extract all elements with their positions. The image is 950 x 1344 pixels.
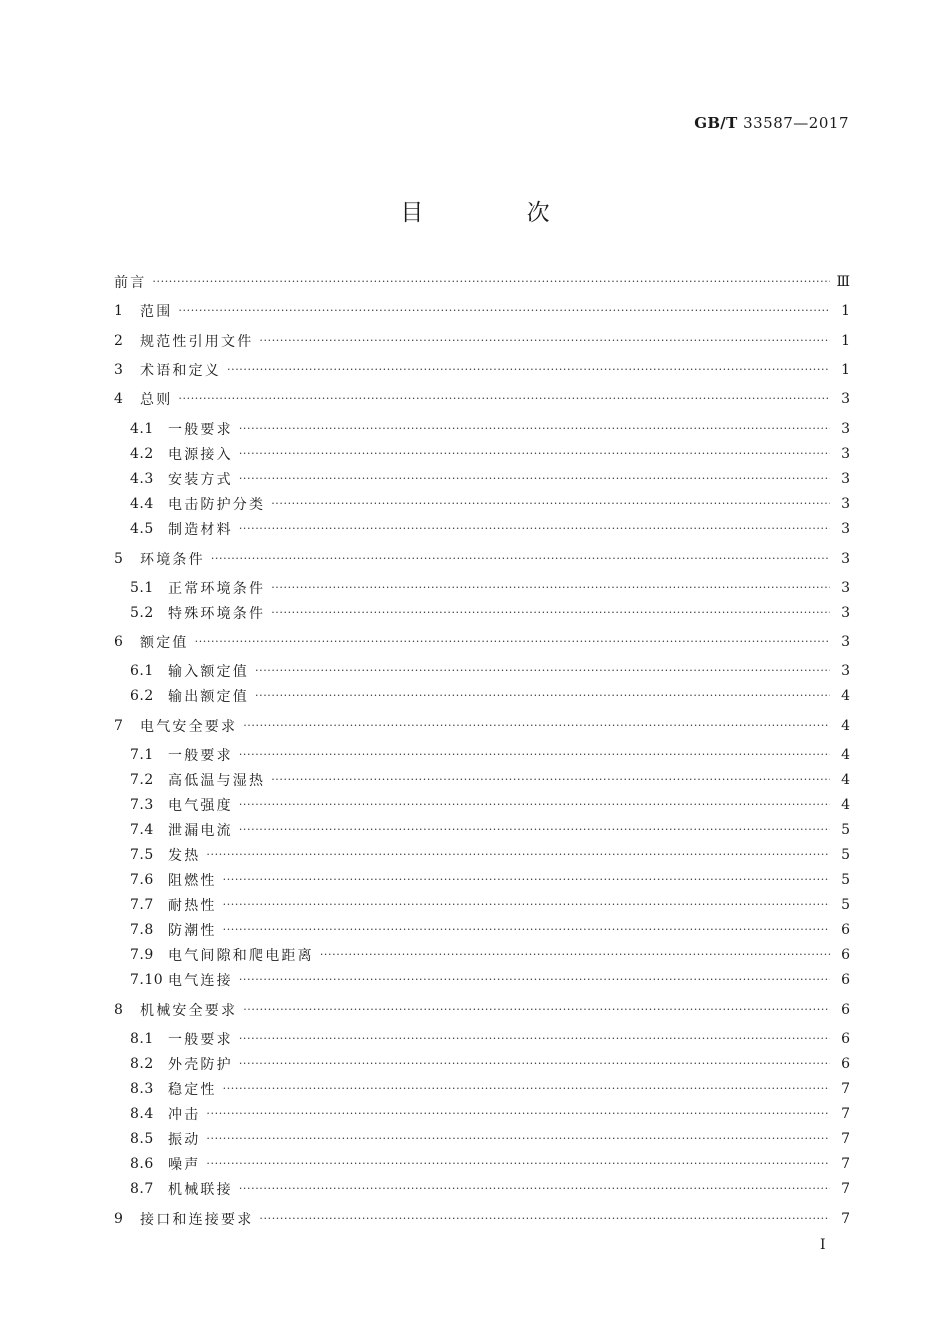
toc-entry-number: 8.7 (130, 1181, 154, 1197)
toc-entry[interactable] (114, 518, 850, 540)
toc-dot-leader (271, 602, 830, 624)
toc-entry-page: 3 (841, 421, 850, 437)
toc-dot-leader (227, 359, 830, 381)
toc-entry-title: 电源接入 (168, 447, 233, 463)
toc-entry[interactable] (114, 443, 850, 465)
toc-entry[interactable] (114, 919, 850, 941)
toc-entry-title: 范围 (140, 304, 173, 320)
toc-entry[interactable] (114, 999, 850, 1021)
toc-entry[interactable] (114, 715, 850, 737)
toc-entry-title: 稳定性 (168, 1082, 217, 1098)
toc-entry-page: 6 (841, 947, 850, 963)
toc-dot-leader (271, 577, 830, 599)
toc-entry-number: 1 (114, 303, 124, 319)
toc-entry[interactable] (114, 744, 850, 766)
toc-entry[interactable] (114, 1053, 850, 1075)
toc-entry-page: 5 (841, 872, 850, 888)
toc-dot-leader (255, 660, 830, 682)
toc-dot-leader (243, 715, 830, 737)
toc-entry-page: 6 (841, 972, 850, 988)
toc-entry-title: 泄漏电流 (168, 823, 233, 839)
toc-dot-leader (239, 1028, 830, 1050)
toc-entry-page: 3 (841, 663, 850, 679)
toc-dot-leader (239, 744, 830, 766)
toc-entry-title: 阻燃性 (168, 873, 217, 889)
toc-entry-title: 规范性引用文件 (140, 334, 254, 350)
toc-dot-leader (223, 919, 830, 941)
toc-entry-page: 7 (841, 1131, 850, 1147)
toc-entry-page: 7 (841, 1181, 850, 1197)
standard-prefix: GB/T (694, 114, 738, 132)
toc-entry-number: 4.4 (130, 496, 154, 512)
toc-entry-page: 3 (841, 551, 850, 567)
toc-dot-leader (152, 271, 830, 293)
toc-dot-leader (239, 518, 830, 540)
toc-dot-leader (206, 844, 830, 866)
toc-entry-number: 7 (114, 718, 124, 734)
toc-entry-number: 4 (114, 391, 124, 407)
toc-entry-title: 制造材料 (168, 522, 233, 538)
toc-dot-leader (206, 1128, 830, 1150)
toc-entry-page: 4 (841, 797, 850, 813)
toc-entry[interactable] (114, 330, 850, 352)
toc-entry-number: 7.3 (130, 797, 154, 813)
toc-entry-title: 耐热性 (168, 898, 217, 914)
toc-entry[interactable] (114, 1128, 850, 1150)
toc-entry[interactable] (114, 819, 850, 841)
toc-dot-leader (211, 548, 830, 570)
toc-entry-number: 3 (114, 362, 124, 378)
toc-entry-page: 3 (841, 580, 850, 596)
toc-dot-leader (255, 685, 830, 707)
toc-entry-number: 8.4 (130, 1106, 154, 1122)
toc-entry-page: 6 (841, 1056, 850, 1072)
toc-entry-page: 3 (841, 605, 850, 621)
toc-entry-page: 5 (841, 897, 850, 913)
toc-entry-number: 7.8 (130, 922, 154, 938)
toc-entry-number: 8.3 (130, 1081, 154, 1097)
toc-entry[interactable] (114, 388, 850, 410)
toc-entry-title: 前言 (114, 275, 147, 291)
toc-dot-leader (239, 468, 830, 490)
toc-dot-leader (239, 794, 830, 816)
toc-entry-title: 一般要求 (168, 422, 233, 438)
toc-entry[interactable] (114, 794, 850, 816)
toc-entry[interactable] (114, 894, 850, 916)
toc-entry[interactable] (114, 1153, 850, 1175)
toc-dot-leader (206, 1103, 830, 1125)
toc-entry-page: 4 (841, 718, 850, 734)
toc-entry-number: 7.1 (130, 747, 154, 763)
toc-entry[interactable] (114, 869, 850, 891)
toc-entry[interactable] (114, 493, 850, 515)
toc-entry-title: 总则 (140, 392, 173, 408)
toc-entry-title: 特殊环境条件 (168, 606, 266, 622)
toc-entry-number: 4.1 (130, 421, 154, 437)
toc-entry-number: 5 (114, 551, 124, 567)
toc-entry-title: 外壳防护 (168, 1057, 233, 1073)
toc-entry-title: 电气连接 (168, 973, 233, 989)
toc-entry-number: 7.7 (130, 897, 154, 913)
toc-entry-page: 3 (841, 391, 850, 407)
toc-entry[interactable] (114, 969, 850, 991)
toc-dot-leader (259, 330, 830, 352)
toc-entry[interactable] (114, 271, 850, 293)
toc-entry-page: 3 (841, 634, 850, 650)
toc-entry-page: Ⅲ (836, 274, 850, 290)
toc-entry-number: 6.1 (130, 663, 154, 679)
toc-dot-leader (271, 493, 830, 515)
toc-entry-page: 7 (841, 1211, 850, 1227)
toc-entry-number: 6 (114, 634, 124, 650)
toc-entry[interactable] (114, 577, 850, 599)
toc-entry[interactable] (114, 468, 850, 490)
toc-entry-title: 电击防护分类 (168, 497, 266, 513)
toc-dot-leader (239, 1053, 830, 1075)
toc-entry[interactable] (114, 769, 850, 791)
toc-entry-page: 6 (841, 1031, 850, 1047)
toc-dot-leader (206, 1153, 830, 1175)
toc-entry-number: 2 (114, 333, 124, 349)
toc-entry[interactable] (114, 660, 850, 682)
toc-entry[interactable] (114, 359, 850, 381)
toc-entry-number: 8.2 (130, 1056, 154, 1072)
toc-dot-leader (223, 869, 830, 891)
toc-entry-page: 4 (841, 772, 850, 788)
toc-entry-title: 电气间隙和爬电距离 (168, 948, 314, 964)
toc-entry-title: 环境条件 (140, 552, 205, 568)
toc-dot-leader (178, 388, 830, 410)
toc-entry-title: 一般要求 (168, 748, 233, 764)
toc-entry-number: 4.3 (130, 471, 154, 487)
toc-entry-title: 一般要求 (168, 1032, 233, 1048)
toc-entry-number: 7.10 (130, 972, 164, 988)
toc-dot-leader (239, 819, 830, 841)
toc-entry-number: 4.2 (130, 446, 154, 462)
toc-entry-page: 4 (841, 747, 850, 763)
toc-dot-leader (195, 631, 830, 653)
toc-entry-title: 电气安全要求 (140, 719, 238, 735)
toc-entry[interactable] (114, 1078, 850, 1100)
toc-entry-number: 8.6 (130, 1156, 154, 1172)
toc-entry-title: 高低温与湿热 (168, 773, 266, 789)
toc-entry[interactable] (114, 1103, 850, 1125)
toc-entry[interactable] (114, 602, 850, 624)
toc-entry-number: 4.5 (130, 521, 154, 537)
toc-entry-number: 7.9 (130, 947, 154, 963)
toc-entry[interactable] (114, 418, 850, 440)
footer-page-number: Ⅰ (820, 1237, 826, 1253)
toc-entry-page: 1 (841, 362, 850, 378)
toc-dot-leader (178, 300, 830, 322)
toc-entry-title: 机械安全要求 (140, 1003, 238, 1019)
toc-entry-page: 7 (841, 1081, 850, 1097)
toc-entry-title: 术语和定义 (140, 363, 221, 379)
toc-entry-title: 输入额定值 (168, 664, 249, 680)
toc-entry-page: 3 (841, 521, 850, 537)
toc-dot-leader (243, 999, 830, 1021)
toc-entry-page: 1 (841, 303, 850, 319)
toc-entry-title: 机械联接 (168, 1182, 233, 1198)
toc-entry-number: 7.5 (130, 847, 154, 863)
toc-dot-leader (239, 1178, 830, 1200)
toc-entry-page: 5 (841, 822, 850, 838)
toc-entry-title: 正常环境条件 (168, 581, 266, 597)
toc-dot-leader (223, 894, 830, 916)
toc-entry[interactable] (114, 631, 850, 653)
standard-number: 33587—2017 (743, 114, 849, 132)
toc-entry[interactable] (114, 1178, 850, 1200)
toc-entry-page: 3 (841, 496, 850, 512)
toc-dot-leader (320, 944, 830, 966)
toc-entry-title: 噪声 (168, 1157, 201, 1173)
toc-entry-page: 5 (841, 847, 850, 863)
toc-entry-title: 输出额定值 (168, 689, 249, 705)
toc-entry-page: 3 (841, 446, 850, 462)
toc-entry-page: 6 (841, 1002, 850, 1018)
page-title: 目 次 (400, 200, 598, 226)
toc-entry-title: 安装方式 (168, 472, 233, 488)
toc-entry-number: 7.6 (130, 872, 154, 888)
toc-entry-title: 振动 (168, 1132, 201, 1148)
toc-dot-leader (239, 969, 830, 991)
toc-entry-number: 7.4 (130, 822, 154, 838)
toc-entry[interactable] (114, 844, 850, 866)
toc-entry-title: 防潮性 (168, 923, 217, 939)
standard-code (694, 114, 849, 132)
toc-entry-number: 6.2 (130, 688, 154, 704)
toc-dot-leader (271, 769, 830, 791)
toc-dot-leader (239, 443, 830, 465)
toc-entry-number: 8 (114, 1002, 124, 1018)
toc-entry-page: 7 (841, 1156, 850, 1172)
toc-entry-title: 冲击 (168, 1107, 201, 1123)
toc-entry[interactable] (114, 1208, 850, 1230)
toc-entry-page: 6 (841, 922, 850, 938)
toc-entry-page: 7 (841, 1106, 850, 1122)
toc-entry-title: 额定值 (140, 635, 189, 651)
toc-entry-number: 9 (114, 1211, 124, 1227)
toc-entry-number: 8.1 (130, 1031, 154, 1047)
toc-entry-page: 3 (841, 471, 850, 487)
toc-entry[interactable] (114, 944, 850, 966)
toc-entry-number: 8.5 (130, 1131, 154, 1147)
toc-dot-leader (239, 418, 830, 440)
toc-entry-number: 5.2 (130, 605, 154, 621)
toc-entry-title: 发热 (168, 848, 201, 864)
toc-entry[interactable] (114, 300, 850, 322)
toc-entry-number: 5.1 (130, 580, 154, 596)
toc-entry[interactable] (114, 685, 850, 707)
toc-dot-leader (259, 1208, 830, 1230)
toc-entry-number: 7.2 (130, 772, 154, 788)
toc-entry-page: 4 (841, 688, 850, 704)
toc-entry-title: 电气强度 (168, 798, 233, 814)
toc-entry[interactable] (114, 548, 850, 570)
toc-dot-leader (223, 1078, 830, 1100)
toc-entry-title: 接口和连接要求 (140, 1212, 254, 1228)
toc-entry-page: 1 (841, 333, 850, 349)
toc-entry[interactable] (114, 1028, 850, 1050)
